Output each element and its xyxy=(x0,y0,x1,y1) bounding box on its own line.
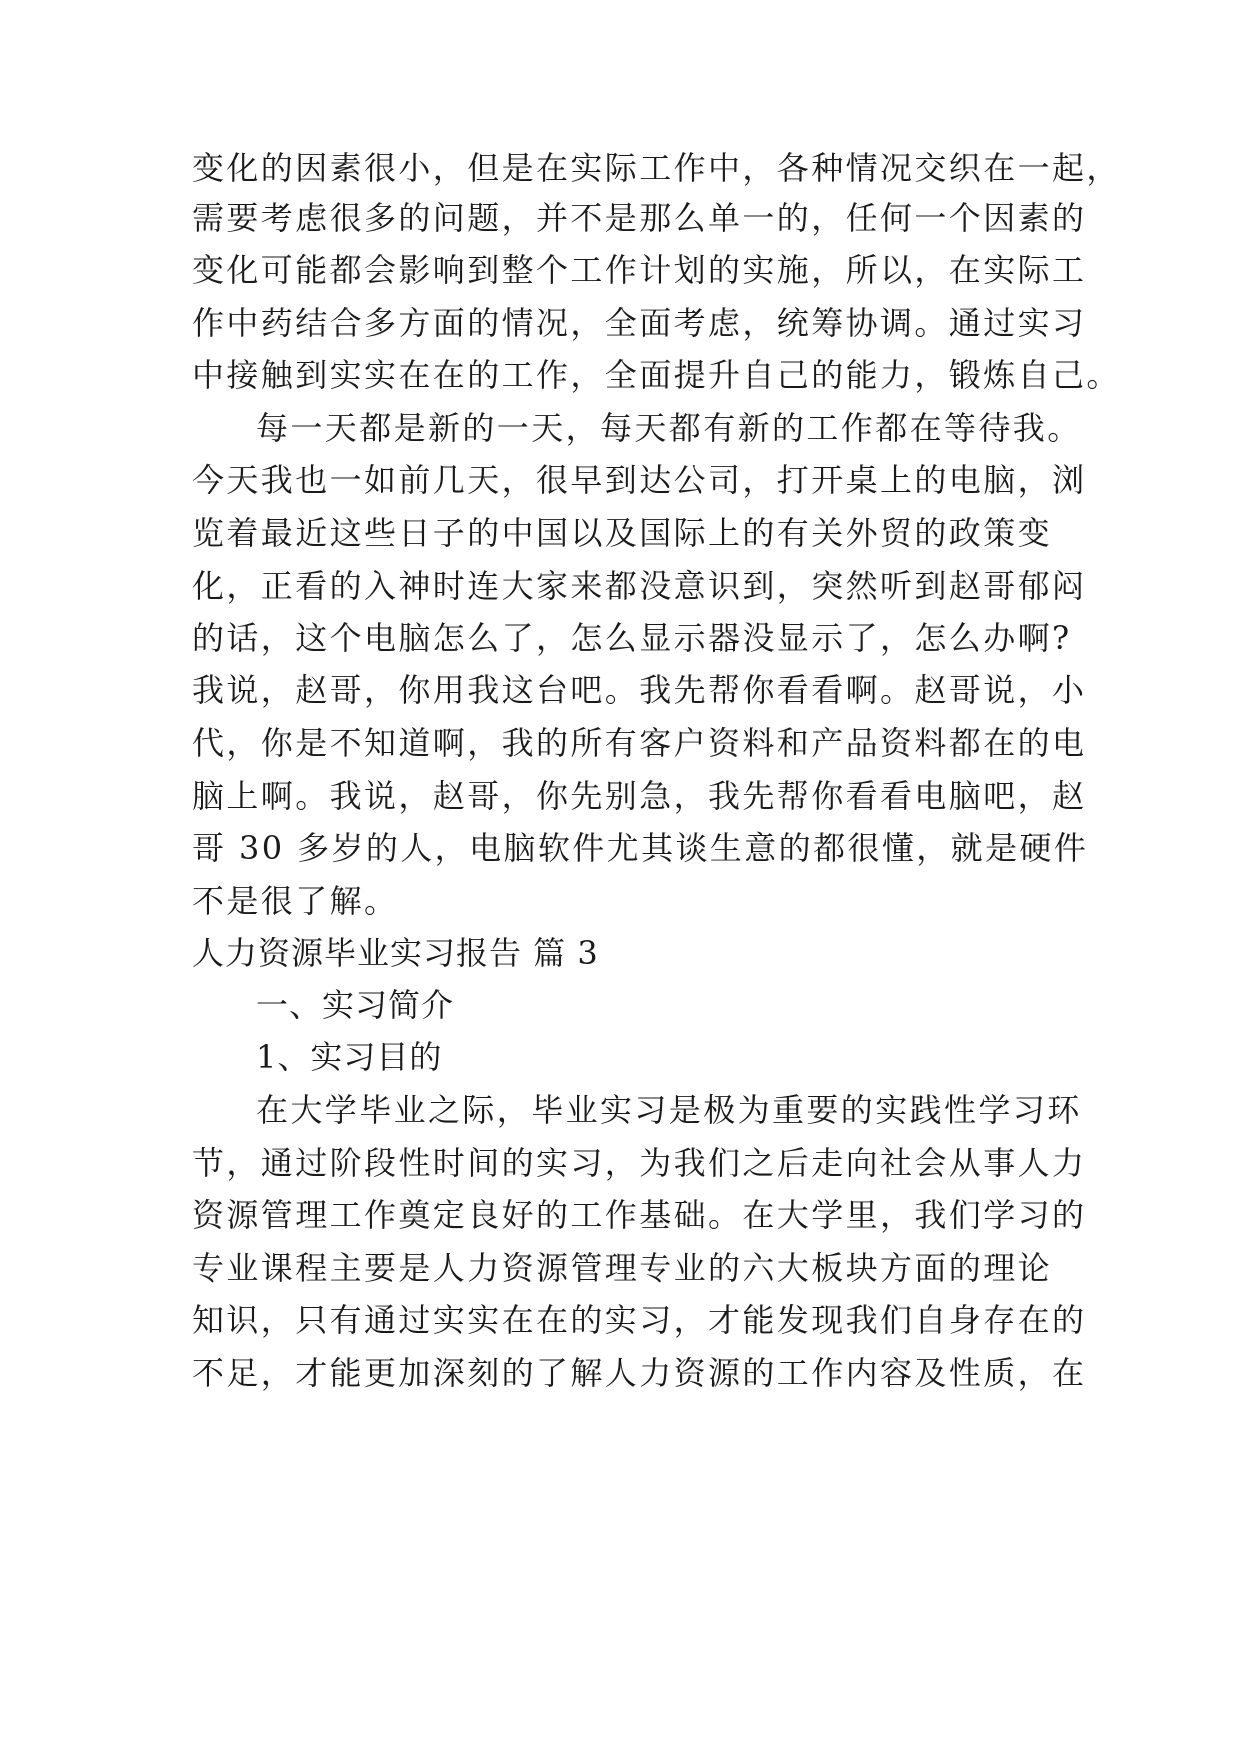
text-line: 变化的因素很小，但是在实际工作中，各种情况交织在一起， xyxy=(192,149,1121,187)
text-line: 每一天都是新的一天，每天都有新的工作都在等待我。 xyxy=(256,409,1082,447)
text-line: 我说，赵哥，你用我这台吧。我先帮你看看啊。赵哥说，小 xyxy=(192,671,1087,709)
text-line: 节，通过阶段性时间的实习，为我们之后走向社会从事人力 xyxy=(192,1144,1087,1182)
text-line: 今天我也一如前几天，很早到达公司，打开桌上的电脑，浏 xyxy=(192,461,1087,499)
text-line: 知识，只有通过实实在在的实习，才能发现我们自身存在的 xyxy=(192,1301,1087,1339)
text-line: 中接触到实实在在的工作，全面提升自己的能力，锻炼自己。 xyxy=(192,356,1121,394)
text-line: 变化可能都会影响到整个工作计划的实施，所以，在实际工 xyxy=(192,251,1087,289)
heading-introduction: 一、实习简介 xyxy=(256,986,455,1024)
text-line: 不足，才能更加深刻的了解人力资源的工作内容及性质，在 xyxy=(192,1354,1087,1392)
text-line: 作中药结合多方面的情况，全面考虑，统筹协调。通过实习 xyxy=(192,304,1087,342)
text-line: 的话，这个电脑怎么了，怎么显示器没显示了，怎么办啊? xyxy=(192,619,1072,657)
text-line: 览着最近这些日子的中国以及国际上的有关外贸的政策变 xyxy=(192,514,1053,552)
text-line: 化，正看的入神时连大家来都没意识到，突然听到赵哥郁闷 xyxy=(192,567,1087,605)
text-line: 脑上啊。我说，赵哥，你先别急，我先帮你看看电脑吧，赵 xyxy=(192,777,1087,815)
text-line: 哥 30 多岁的人，电脑软件尤其谈生意的都很懂，就是硬件 xyxy=(192,829,1089,867)
heading-purpose: 1、实习目的 xyxy=(256,1038,443,1076)
text-line: 不是很了解。 xyxy=(192,882,399,920)
text-line: 在大学毕业之际，毕业实习是极为重要的实践性学习环 xyxy=(256,1091,1082,1129)
text-line: 专业课程主要是人力资源管理专业的六大板块方面的理论 xyxy=(192,1249,1053,1287)
text-line: 资源管理工作奠定良好的工作基础。在大学里，我们学习的 xyxy=(192,1196,1087,1234)
section-title: 人力资源毕业实习报告 篇 3 xyxy=(192,934,599,972)
text-line: 代，你是不知道啊，我的所有客户资料和产品资料都在的电 xyxy=(192,724,1087,762)
text-line: 需要考虑很多的问题，并不是那么单一的，任何一个因素的 xyxy=(192,199,1087,237)
